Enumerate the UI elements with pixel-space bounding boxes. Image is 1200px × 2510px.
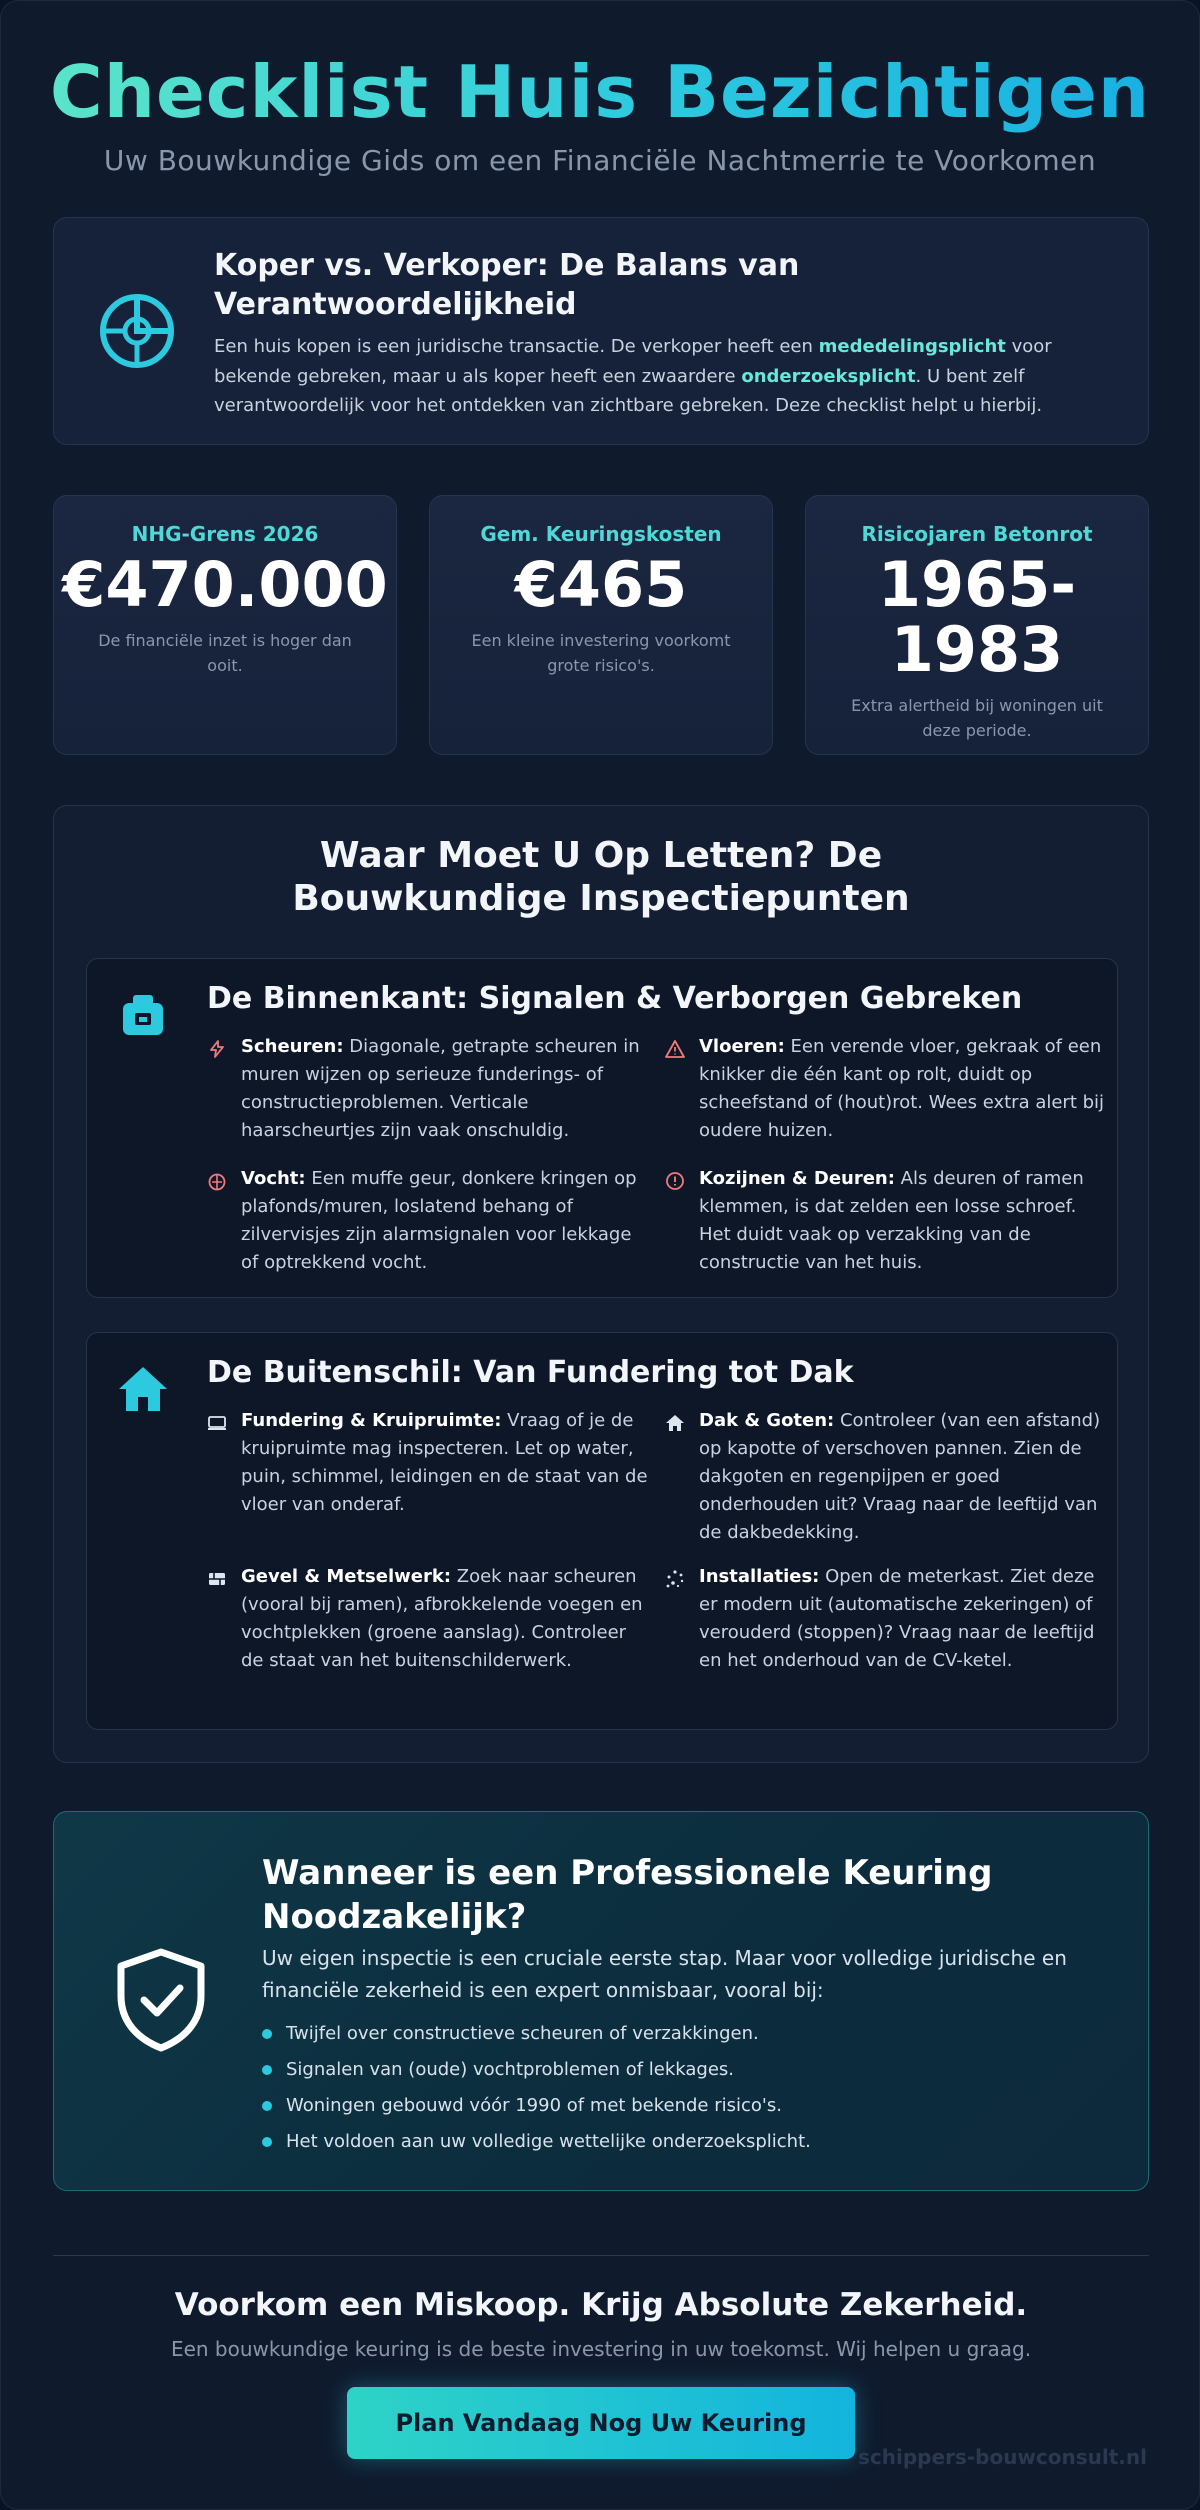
target-icon (96, 290, 178, 372)
page-title: Checklist Huis Bezichtigen (1, 51, 1199, 134)
list-item: Signalen van (oude) vochtproblemen of lekkages. (262, 2052, 811, 2088)
item-label: Kozijnen & Deuren: (699, 1168, 895, 1189)
item-text: Een muffe geur, donkere kringen op plafonds/muren, loslatend behang of zilvervisjes zijn alarmsignalen voor lekkage of optrekkend vocht. (241, 1168, 637, 1274)
interior-title: De Binnenkant: Signalen & Verborgen Gebreken (207, 981, 1023, 1016)
footer-divider (53, 2255, 1149, 2256)
inspection-section (53, 805, 1149, 1763)
page-subtitle: Uw Bouwkundige Gids om een Financiële Nachtmerrie te Voorkomen (103, 143, 1097, 177)
item-label: Vocht: (241, 1168, 306, 1189)
professional-text: Uw eigen inspectie is een cruciale eerste stap. Maar voor volledige juridische en financiële zekerheid is een expert onmisbaar, vooral bij: (262, 1946, 1067, 2002)
highlight-mededelingsplicht: mededelingsplicht (818, 336, 1006, 357)
list-item: Het voldoen aan uw volledige wettelijke onderzoeksplicht. (262, 2124, 811, 2160)
drop-icon (207, 1171, 227, 1191)
item-label: Fundering & Kruipruimte: (241, 1410, 502, 1431)
interior-item-scheuren (241, 1033, 651, 1145)
item-label: Dak & Goten: (699, 1410, 835, 1431)
exterior-item-fundering (241, 1407, 651, 1519)
cta-title: Voorkom een Miskoop. Krijg Absolute Zekerheid. (174, 2287, 1028, 2323)
stat-value: €470.000 (62, 548, 388, 621)
item-label: Gevel & Metselwerk: (241, 1566, 452, 1587)
item-label: Installaties: (699, 1566, 820, 1587)
sparkle-icon (665, 1569, 685, 1589)
inspection-title-text: Waar Moet U Op Letten? De Bouwkundige Inspectiepunten (292, 835, 910, 920)
intro-card (53, 217, 1149, 445)
roof-icon (665, 1413, 685, 1433)
professional-title: Wanneer is een Professionele Keuring Noodzakelijk? (262, 1853, 993, 1937)
professional-list (262, 2016, 811, 2160)
stat-value-line: 1965- (877, 548, 1077, 621)
item-text: Zoek naar scheuren (vooral bij ramen), afbrokkelende voegen en vochtplekken (groene aanslag). Controleer de staat van het buitenschilderwerk. (241, 1566, 643, 1672)
interior-item-vocht (241, 1165, 651, 1277)
house-icon (115, 1361, 171, 1417)
interior-item-kozijnen (699, 1165, 1109, 1277)
stat-label: Risicojaren Betonrot (861, 522, 1093, 546)
alert-circle-icon (665, 1171, 685, 1191)
professional-inspection-card (53, 1811, 1149, 2191)
intro-text-part: Een huis kopen is een juridische transactie. De verkoper heeft een (214, 336, 819, 357)
item-label: Vloeren: (699, 1036, 785, 1057)
stat-value: €465 (514, 548, 688, 621)
list-item: Twijfel over constructieve scheuren of verzakkingen. (262, 2016, 811, 2052)
interior-item-vloeren (699, 1033, 1109, 1145)
shield-check-icon (106, 1944, 216, 2054)
warning-icon (665, 1039, 685, 1059)
stat-description: Een kleine investering voorkomt grote risico's. (471, 631, 731, 675)
brick-wall-icon (207, 1569, 227, 1589)
stat-description: De financiële inzet is hoger dan ooit. (98, 631, 352, 675)
item-label: Scheuren: (241, 1036, 344, 1057)
item-text: Open de meterkast. Ziet deze er modern uit (automatische zekeringen) of verouderd (stoppen)? Vraag naar de leeftijd en het onderhoud van de CV-ketel. (699, 1566, 1095, 1672)
exterior-panel (86, 1332, 1118, 1730)
exterior-item-dak (699, 1407, 1109, 1547)
cta-text: Een bouwkundige keuring is de beste investering in uw toekomst. Wij helpen u graag. (170, 2337, 1032, 2361)
stat-card-nhg (53, 495, 397, 755)
intro-text-part: . U bent zelf verantwoordelijk voor het ontdekken van zichtbare gebreken. Deze checklist helpt u hierbij. (214, 365, 1043, 417)
highlight-onderzoeksplicht: onderzoeksplicht (741, 365, 916, 387)
lightning-icon (207, 1039, 227, 1059)
stat-label: Gem. Keuringskosten (480, 522, 722, 546)
stat-card-betonrot (805, 495, 1149, 755)
interior-panel (86, 958, 1118, 1298)
plan-keuring-button[interactable]: Plan Vandaag Nog Uw Keuring (347, 2387, 855, 2459)
page-header (1, 1, 1199, 177)
stat-label: NHG-Grens 2026 (131, 522, 319, 546)
site-watermark: schippers-bouwconsult.nl (858, 2445, 1147, 2469)
intro-title: Koper vs. Verkoper: De Balans van Verantwoordelijkheid (214, 248, 800, 322)
item-text: Als deuren of ramen klemmen, is dat zelden een losse schroef. Het duidt vaak op verzakking van de constructie van het huis. (699, 1168, 1084, 1274)
inspection-title (54, 834, 1148, 920)
item-text: Een verende vloer, gekraak of een knikker die één kant op rolt, duidt op scheefstand of (hout)rot. Wees extra alert bij oudere huizen. (699, 1036, 1105, 1142)
stat-description: Extra alertheid bij woningen uit deze periode. (851, 696, 1103, 740)
stat-value (806, 548, 1148, 687)
exterior-title: De Buitenschil: Van Fundering tot Dak (207, 1355, 854, 1390)
item-text: Diagonale, getrapte scheuren in muren wijzen op serieuze funderings- of constructieproblemen. Verticale haarscheurtjes zijn vaak onschuldig. (241, 1036, 640, 1142)
item-text: Controleer (van een afstand) op kapotte of verschoven pannen. Zien de dakgoten en regenpijpen er goed onderhouden uit? Vraag naar de leeftijd van de dakbedekking. (699, 1410, 1101, 1544)
exterior-item-installaties (699, 1563, 1109, 1675)
item-text: Vraag of je de kruipruimte mag inspecteren. Let op water, puin, schimmel, leidingen en de staat van de vloer van onderaf. (241, 1410, 648, 1516)
house-interior-icon (115, 987, 171, 1043)
list-item: Woningen gebouwd vóór 1990 of met bekende risico's. (262, 2088, 811, 2124)
stat-value-line: 1983 (890, 613, 1064, 687)
stat-card-keuringskosten (429, 495, 773, 755)
intro-text (214, 332, 1114, 421)
exterior-item-gevel (241, 1563, 651, 1675)
intro-text-part: voor bekende gebreken, maar u als koper heeft een zwaardere (214, 336, 1052, 387)
foundation-icon (207, 1413, 227, 1433)
